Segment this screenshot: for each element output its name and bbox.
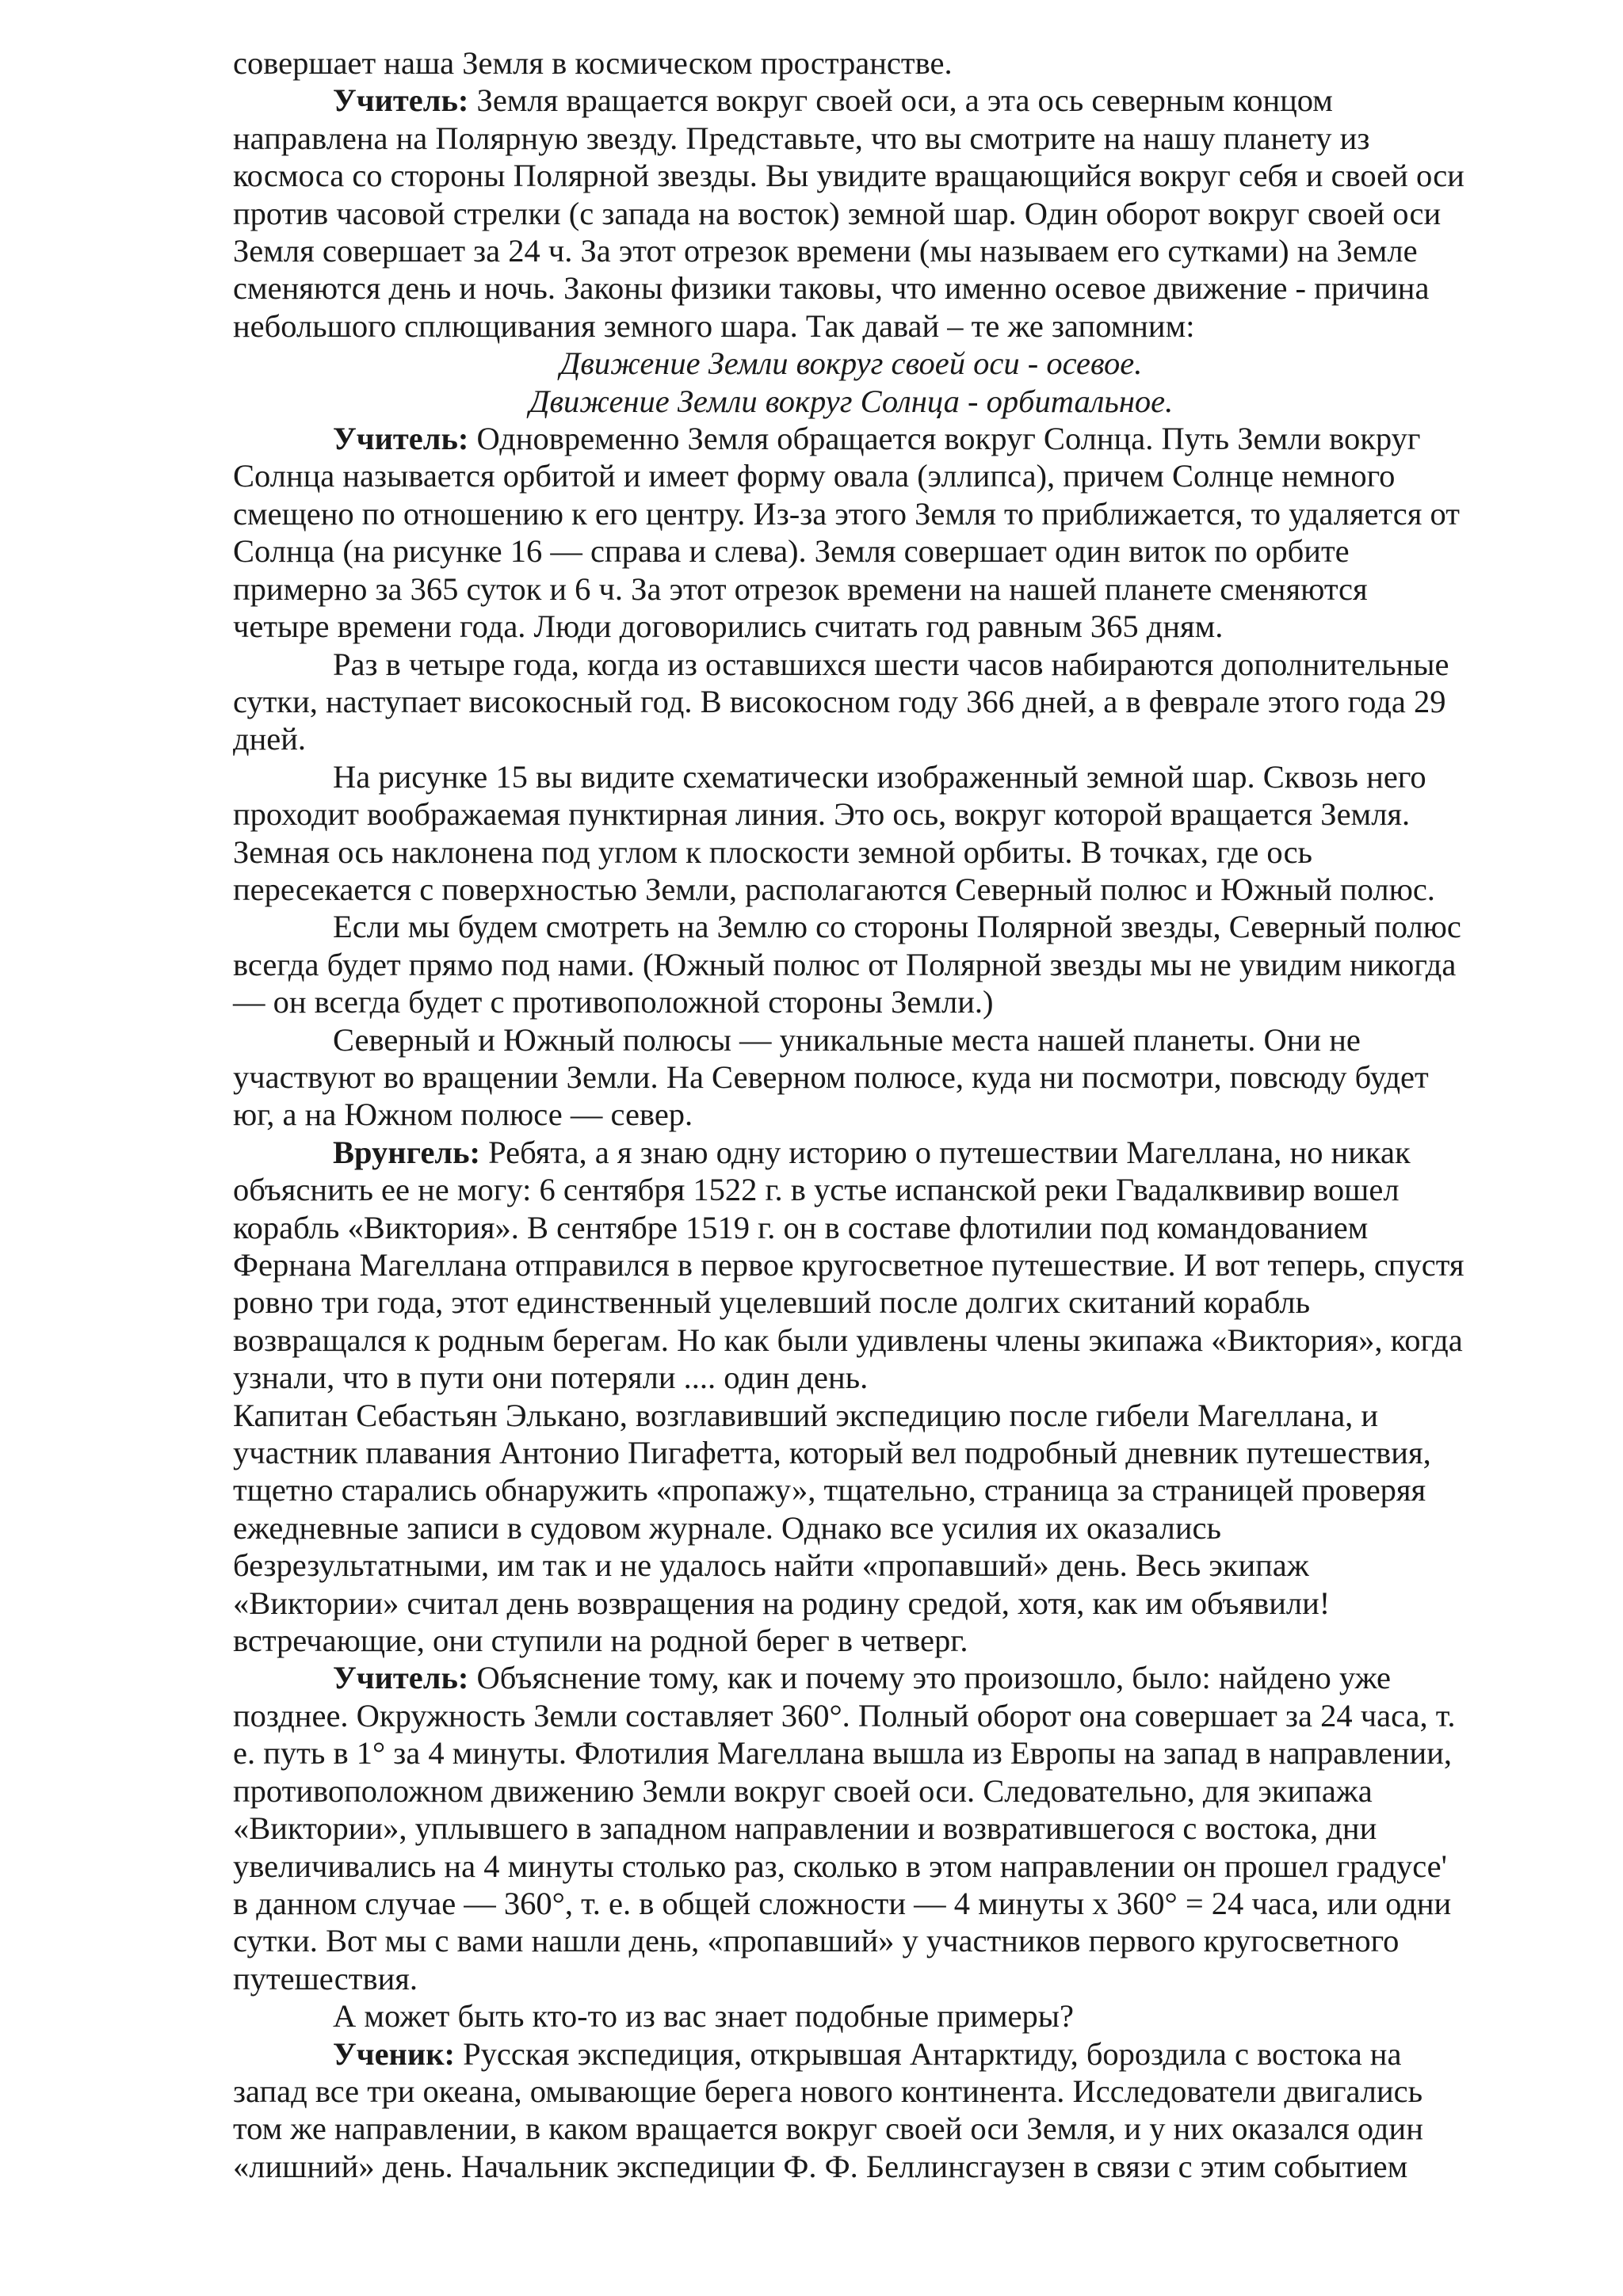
paragraph-text: совершает наша Земля в космическом пространстве. (233, 45, 953, 81)
definition-axial: Движение Земли вокруг своей оси - осевое. (559, 345, 1143, 382)
paragraph-text: Раз в четыре года, когда из оставшихся шести часов набираются дополнительные сутки, наступает високосный год. В високосном году 366 дней, а в феврале этого года 29 дней. (233, 646, 1449, 757)
paragraph-text: Объяснение тому, как и почему это произошло, было: найдено уже позднее. Окружность Земли составляет 360°. Полный оборот она совершает за 24 часа, т. е. путь в 1° за 4 минуты. Флотилия Магеллана вышла из Европы на запад в направлении, противоположном движению Земли вокруг своей оси. Следовательно, для экипажа «Виктории», уплывшего в западном направлении и возвратившегося с востока, дни увеличивались на 4 минуты столько раз, сколько в этом направлении он прошел градусе' в данном случае — 360°, т. е. в общей сложности — 4 минуты х 360° = 24 часа, или одни сутки. Вот мы с вами нашли день, «пропавший» у участников первого кругосветного путешествия. (233, 1660, 1456, 1997)
paragraph-text: Капитан Себастьян Элькано, возглавивший экспедицию после гибели Магеллана, и участник плавания Антонио Пигафетта, который вел подробный дневник путешествия, тщетно старались обнаружить «пропажу», тщательно, страница за страницей проверяя ежедневные записи в судовом журнале. Однако все усилия их оказались безрезультатными, им так и не удалось найти «пропавший» день. Весь экипаж «Виктории» считал день возвращения на родину средой, хотя, как им объявили! встречающие, они ступили на родной берег в четверг. (233, 1397, 1431, 1659)
paragraph-1 (233, 44, 1469, 82)
paragraph-text: Одновременно Земля обращается вокруг Солнца. Путь Земли вокруг Солнца называется орбитой и имеет форму овала (эллипса), причем Солнце немного смещено по отношению к его центру. Из-за этого Земля то приближается, то удаляется от Солнца (на рисунке 16 — справа и слева). Земля совершает один виток по орбите примерно за 365 суток и 6 ч. За этот отрезок времени на нашей планете сменяются четыре времени года. Люди договорились считать год равным 365 дням. (233, 421, 1460, 645)
document-body (233, 44, 1469, 2185)
paragraph-text: На рисунке 15 вы видите схематически изображенный земной шар. Сквозь него проходит воображаемая пунктирная линия. Это ось, вокруг которой вращается Земля. Земная ось наклонена под углом к плоскости земной орбиты. В точках, где ось пересекается с поверхностью Земли, располагаются Северный полюс и Южный полюс. (233, 758, 1435, 907)
paragraph-13 (233, 1997, 1469, 2035)
speaker-student: Ученик: (333, 2035, 456, 2072)
paragraph-6 (233, 646, 1469, 758)
paragraph-text: Земля вращается вокруг своей оси, а эта ось северным концом направлена на Полярную звезду. Представьте, что вы смотрите на нашу планету из космоса со стороны Полярной звезды. Вы увидите вращающийся вокруг себя и своей оси против часовой стрелки (с запада на восток) земной шар. Один оборот вокруг своей оси Земля совершает за 24 ч. За этот отрезок времени (мы называем его сутками) на Земле сменяются день и ночь. Законы физики таковы, что именно осевое движение - причина небольшого сплющивания земного шара. Так давай – те же запомним: (233, 82, 1465, 344)
paragraph-text: Русская экспедиция, открывшая Антарктиду, бороздила с востока на запад все три океана, омывающие берега нового континента. Исследователи двигались том же направлении, в каком вращается вокруг своей оси Земля, и у них оказался один «лишний» день. Начальник экспедиции Ф. Ф. Беллинсгаузен в связи с этим событием (233, 2035, 1423, 2184)
paragraph-7 (233, 758, 1469, 909)
paragraph-text: Если мы будем смотреть на Землю со стороны Полярной звезды, Северный полюс всегда будет прямо под нами. (Южный полюс от Полярной звезды мы не увидим никогда — он всегда будет с противоположной стороны Земли.) (233, 909, 1461, 1020)
speaker-teacher: Учитель: (333, 1660, 469, 1696)
paragraph-10 (233, 1134, 1469, 1397)
definition-orbital: Движение Земли вокруг Солнца - орбитальное. (529, 383, 1174, 419)
paragraph-5 (233, 420, 1469, 645)
speaker-teacher: Учитель: (333, 421, 469, 457)
paragraph-11 (233, 1397, 1469, 1660)
speaker-teacher: Учитель: (333, 82, 469, 119)
paragraph-14 (233, 2035, 1469, 2186)
speaker-vrungel: Врунгель: (333, 1134, 481, 1170)
paragraph-8 (233, 908, 1469, 1020)
paragraph-2 (233, 82, 1469, 345)
paragraph-text: А может быть кто-то из вас знает подобные примеры? (333, 1998, 1074, 2035)
paragraph-9 (233, 1021, 1469, 1134)
paragraph-text: Ребята, а я знаю одну историю о путешествии Магеллана, но никак объяснить ее не могу: 6 сентября 1522 г. в устье испанской реки Гвадалквивир вошел корабль «Виктория». В сентябре 1519 г. он в составе флотилии под командованием Фернана Магеллана отправился в первое кругосветное путешествие. И вот теперь, спустя ровно три года, этот единственный уцелевший после долгих скитаний корабль возвращался к родным берегам. Но как были удивлены члены экипажа «Виктория», когда узнали, что в пути они потеряли .... один день. (233, 1134, 1465, 1396)
paragraph-text: Северный и Южный полюсы — уникальные места нашей планеты. Они не участвуют во вращении Земли. На Северном полюсе, куда ни посмотри, повсюду будет юг, а на Южном полюсе — север. (233, 1021, 1429, 1133)
paragraph-12 (233, 1659, 1469, 1997)
